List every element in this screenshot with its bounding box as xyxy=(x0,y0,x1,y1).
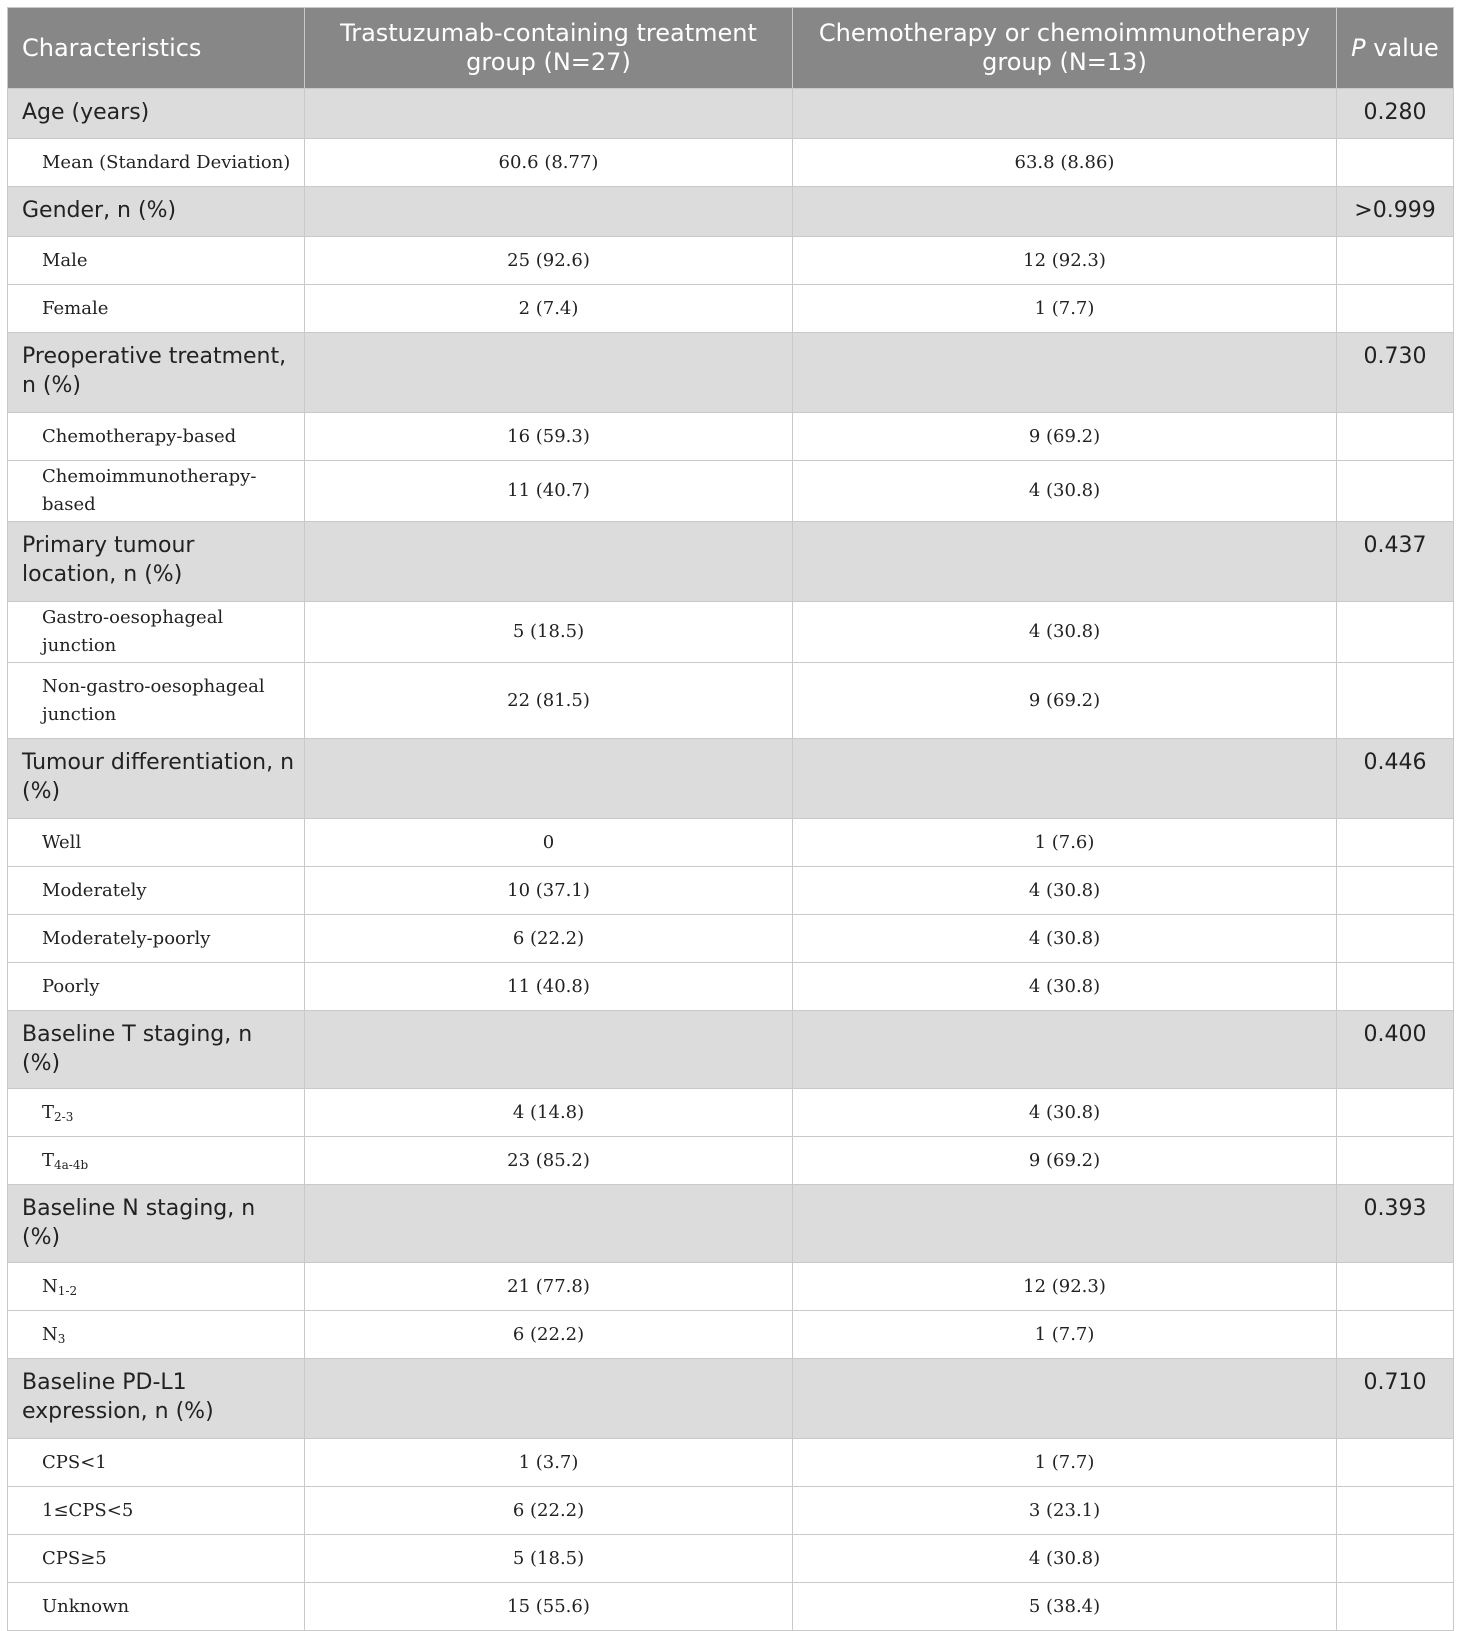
empty-cell xyxy=(1337,1439,1454,1487)
chemo-value: 12 (92.3) xyxy=(793,1263,1337,1311)
chemo-value: 9 (69.2) xyxy=(793,413,1337,461)
table-row xyxy=(8,139,1454,187)
empty-cell xyxy=(793,89,1337,139)
empty-cell xyxy=(1337,1137,1454,1185)
empty-cell xyxy=(1337,237,1454,285)
empty-cell xyxy=(305,522,793,602)
empty-cell xyxy=(793,1185,1337,1263)
table-row xyxy=(8,413,1454,461)
stage-subscript: 4a-4b xyxy=(54,1157,89,1172)
category-row xyxy=(8,89,1454,139)
table-row xyxy=(8,1311,1454,1359)
trastuzumab-value: 11 (40.7) xyxy=(305,461,793,522)
table-row xyxy=(8,663,1454,739)
table-row xyxy=(8,602,1454,663)
chemo-value: 12 (92.3) xyxy=(793,237,1337,285)
empty-cell xyxy=(793,187,1337,237)
category-label: Age (years) xyxy=(8,89,305,139)
empty-cell xyxy=(1337,602,1454,663)
empty-cell xyxy=(1337,1583,1454,1631)
table-container xyxy=(7,7,1454,1631)
table-row xyxy=(8,1583,1454,1631)
chemo-value: 4 (30.8) xyxy=(793,1535,1337,1583)
characteristics-table xyxy=(7,7,1454,1631)
empty-cell xyxy=(1337,867,1454,915)
empty-cell xyxy=(793,739,1337,819)
p-value-cell: 0.446 xyxy=(1337,739,1454,819)
table-row xyxy=(8,819,1454,867)
stage-subscript: 1-2 xyxy=(57,1283,78,1298)
header-row xyxy=(8,8,1454,89)
table-row xyxy=(8,1439,1454,1487)
category-label: Baseline PD-L1 expression, n (%) xyxy=(8,1359,305,1439)
table-row xyxy=(8,1137,1454,1185)
row-label: Chemoimmunotherapy-based xyxy=(8,461,305,522)
row-label: Mean (Standard Deviation) xyxy=(8,139,305,187)
table-row xyxy=(8,1089,1454,1137)
row-label: Non-gastro-oesophageal junction xyxy=(8,663,305,739)
chemo-value: 4 (30.8) xyxy=(793,867,1337,915)
trastuzumab-value: 21 (77.8) xyxy=(305,1263,793,1311)
stage-letter: N xyxy=(42,1275,58,1297)
stage-subscript: 2-3 xyxy=(54,1109,74,1124)
empty-cell xyxy=(1337,285,1454,333)
header-characteristics: Characteristics xyxy=(8,8,305,89)
table-row xyxy=(8,237,1454,285)
p-value-word: value xyxy=(1365,33,1439,62)
trastuzumab-value: 10 (37.1) xyxy=(305,867,793,915)
trastuzumab-value: 11 (40.8) xyxy=(305,963,793,1011)
stage-subscript: 3 xyxy=(57,1331,66,1346)
empty-cell xyxy=(793,1011,1337,1089)
chemo-value: 4 (30.8) xyxy=(793,915,1337,963)
stage-letter: N xyxy=(42,1323,58,1345)
category-row xyxy=(8,333,1454,413)
row-label xyxy=(8,1311,305,1359)
chemo-value: 63.8 (8.86) xyxy=(793,139,1337,187)
row-label xyxy=(8,1089,305,1137)
row-label: Chemotherapy-based xyxy=(8,413,305,461)
header-p-value xyxy=(1337,8,1454,89)
trastuzumab-value: 23 (85.2) xyxy=(305,1137,793,1185)
p-value-cell: 0.730 xyxy=(1337,333,1454,413)
trastuzumab-value: 5 (18.5) xyxy=(305,1535,793,1583)
trastuzumab-value: 4 (14.8) xyxy=(305,1089,793,1137)
empty-cell xyxy=(1337,461,1454,522)
empty-cell xyxy=(1337,915,1454,963)
row-label: Moderately-poorly xyxy=(8,915,305,963)
category-label: Preoperative treatment, n (%) xyxy=(8,333,305,413)
trastuzumab-value: 6 (22.2) xyxy=(305,1311,793,1359)
header-chemo-group: Chemotherapy or chemoimmunotherapy group (N=13) xyxy=(793,8,1337,89)
category-label: Gender, n (%) xyxy=(8,187,305,237)
empty-cell xyxy=(1337,819,1454,867)
chemo-value: 9 (69.2) xyxy=(793,1137,1337,1185)
category-label: Baseline T staging, n (%) xyxy=(8,1011,305,1089)
trastuzumab-value: 2 (7.4) xyxy=(305,285,793,333)
p-value-cell: >0.999 xyxy=(1337,187,1454,237)
table-row xyxy=(8,285,1454,333)
row-label xyxy=(8,1137,305,1185)
category-label: Primary tumour location, n (%) xyxy=(8,522,305,602)
empty-cell xyxy=(1337,1311,1454,1359)
category-row xyxy=(8,1185,1454,1263)
empty-cell xyxy=(305,1359,793,1439)
category-row xyxy=(8,187,1454,237)
empty-cell xyxy=(305,1011,793,1089)
chemo-value: 4 (30.8) xyxy=(793,1089,1337,1137)
table-row xyxy=(8,915,1454,963)
empty-cell xyxy=(1337,139,1454,187)
empty-cell xyxy=(1337,413,1454,461)
chemo-value: 1 (7.7) xyxy=(793,1311,1337,1359)
row-label: Female xyxy=(8,285,305,333)
category-label: Tumour differentiation, n (%) xyxy=(8,739,305,819)
chemo-value: 4 (30.8) xyxy=(793,602,1337,663)
empty-cell xyxy=(793,1359,1337,1439)
trastuzumab-value: 5 (18.5) xyxy=(305,602,793,663)
empty-cell xyxy=(1337,1535,1454,1583)
row-label: Moderately xyxy=(8,867,305,915)
trastuzumab-value: 6 (22.2) xyxy=(305,1487,793,1535)
row-label: CPS≥5 xyxy=(8,1535,305,1583)
empty-cell xyxy=(305,739,793,819)
chemo-value: 5 (38.4) xyxy=(793,1583,1337,1631)
p-value-cell: 0.280 xyxy=(1337,89,1454,139)
trastuzumab-value: 0 xyxy=(305,819,793,867)
trastuzumab-value: 1 (3.7) xyxy=(305,1439,793,1487)
row-label: CPS<1 xyxy=(8,1439,305,1487)
trastuzumab-value: 60.6 (8.77) xyxy=(305,139,793,187)
row-label: Gastro-oesophageal junction xyxy=(8,602,305,663)
empty-cell xyxy=(305,333,793,413)
category-row xyxy=(8,1011,1454,1089)
row-label: Male xyxy=(8,237,305,285)
empty-cell xyxy=(305,1185,793,1263)
empty-cell xyxy=(1337,1487,1454,1535)
chemo-value: 1 (7.6) xyxy=(793,819,1337,867)
empty-cell xyxy=(793,522,1337,602)
category-row xyxy=(8,522,1454,602)
stage-letter: T xyxy=(42,1149,55,1171)
stage-letter: T xyxy=(42,1101,55,1123)
p-letter: P xyxy=(1351,33,1366,62)
p-value-cell: 0.393 xyxy=(1337,1185,1454,1263)
empty-cell xyxy=(305,89,793,139)
row-label: Well xyxy=(8,819,305,867)
trastuzumab-value: 15 (55.6) xyxy=(305,1583,793,1631)
table-row xyxy=(8,1535,1454,1583)
empty-cell xyxy=(1337,963,1454,1011)
chemo-value: 9 (69.2) xyxy=(793,663,1337,739)
table-row xyxy=(8,461,1454,522)
table-row xyxy=(8,1487,1454,1535)
empty-cell xyxy=(793,333,1337,413)
trastuzumab-value: 6 (22.2) xyxy=(305,915,793,963)
p-value-cell: 0.400 xyxy=(1337,1011,1454,1089)
category-row xyxy=(8,1359,1454,1439)
category-row xyxy=(8,739,1454,819)
trastuzumab-value: 22 (81.5) xyxy=(305,663,793,739)
trastuzumab-value: 16 (59.3) xyxy=(305,413,793,461)
empty-cell xyxy=(305,187,793,237)
empty-cell xyxy=(1337,1263,1454,1311)
chemo-value: 3 (23.1) xyxy=(793,1487,1337,1535)
row-label xyxy=(8,1263,305,1311)
table-row xyxy=(8,963,1454,1011)
trastuzumab-value: 25 (92.6) xyxy=(305,237,793,285)
empty-cell xyxy=(1337,663,1454,739)
row-label: 1≤CPS<5 xyxy=(8,1487,305,1535)
p-value-cell: 0.710 xyxy=(1337,1359,1454,1439)
header-trastuzumab-group: Trastuzumab-containing treatment group (N=27) xyxy=(305,8,793,89)
chemo-value: 4 (30.8) xyxy=(793,963,1337,1011)
empty-cell xyxy=(1337,1089,1454,1137)
row-label: Unknown xyxy=(8,1583,305,1631)
chemo-value: 1 (7.7) xyxy=(793,1439,1337,1487)
p-value-cell: 0.437 xyxy=(1337,522,1454,602)
chemo-value: 1 (7.7) xyxy=(793,285,1337,333)
table-row xyxy=(8,867,1454,915)
table-row xyxy=(8,1263,1454,1311)
row-label: Poorly xyxy=(8,963,305,1011)
chemo-value: 4 (30.8) xyxy=(793,461,1337,522)
category-label: Baseline N staging, n (%) xyxy=(8,1185,305,1263)
